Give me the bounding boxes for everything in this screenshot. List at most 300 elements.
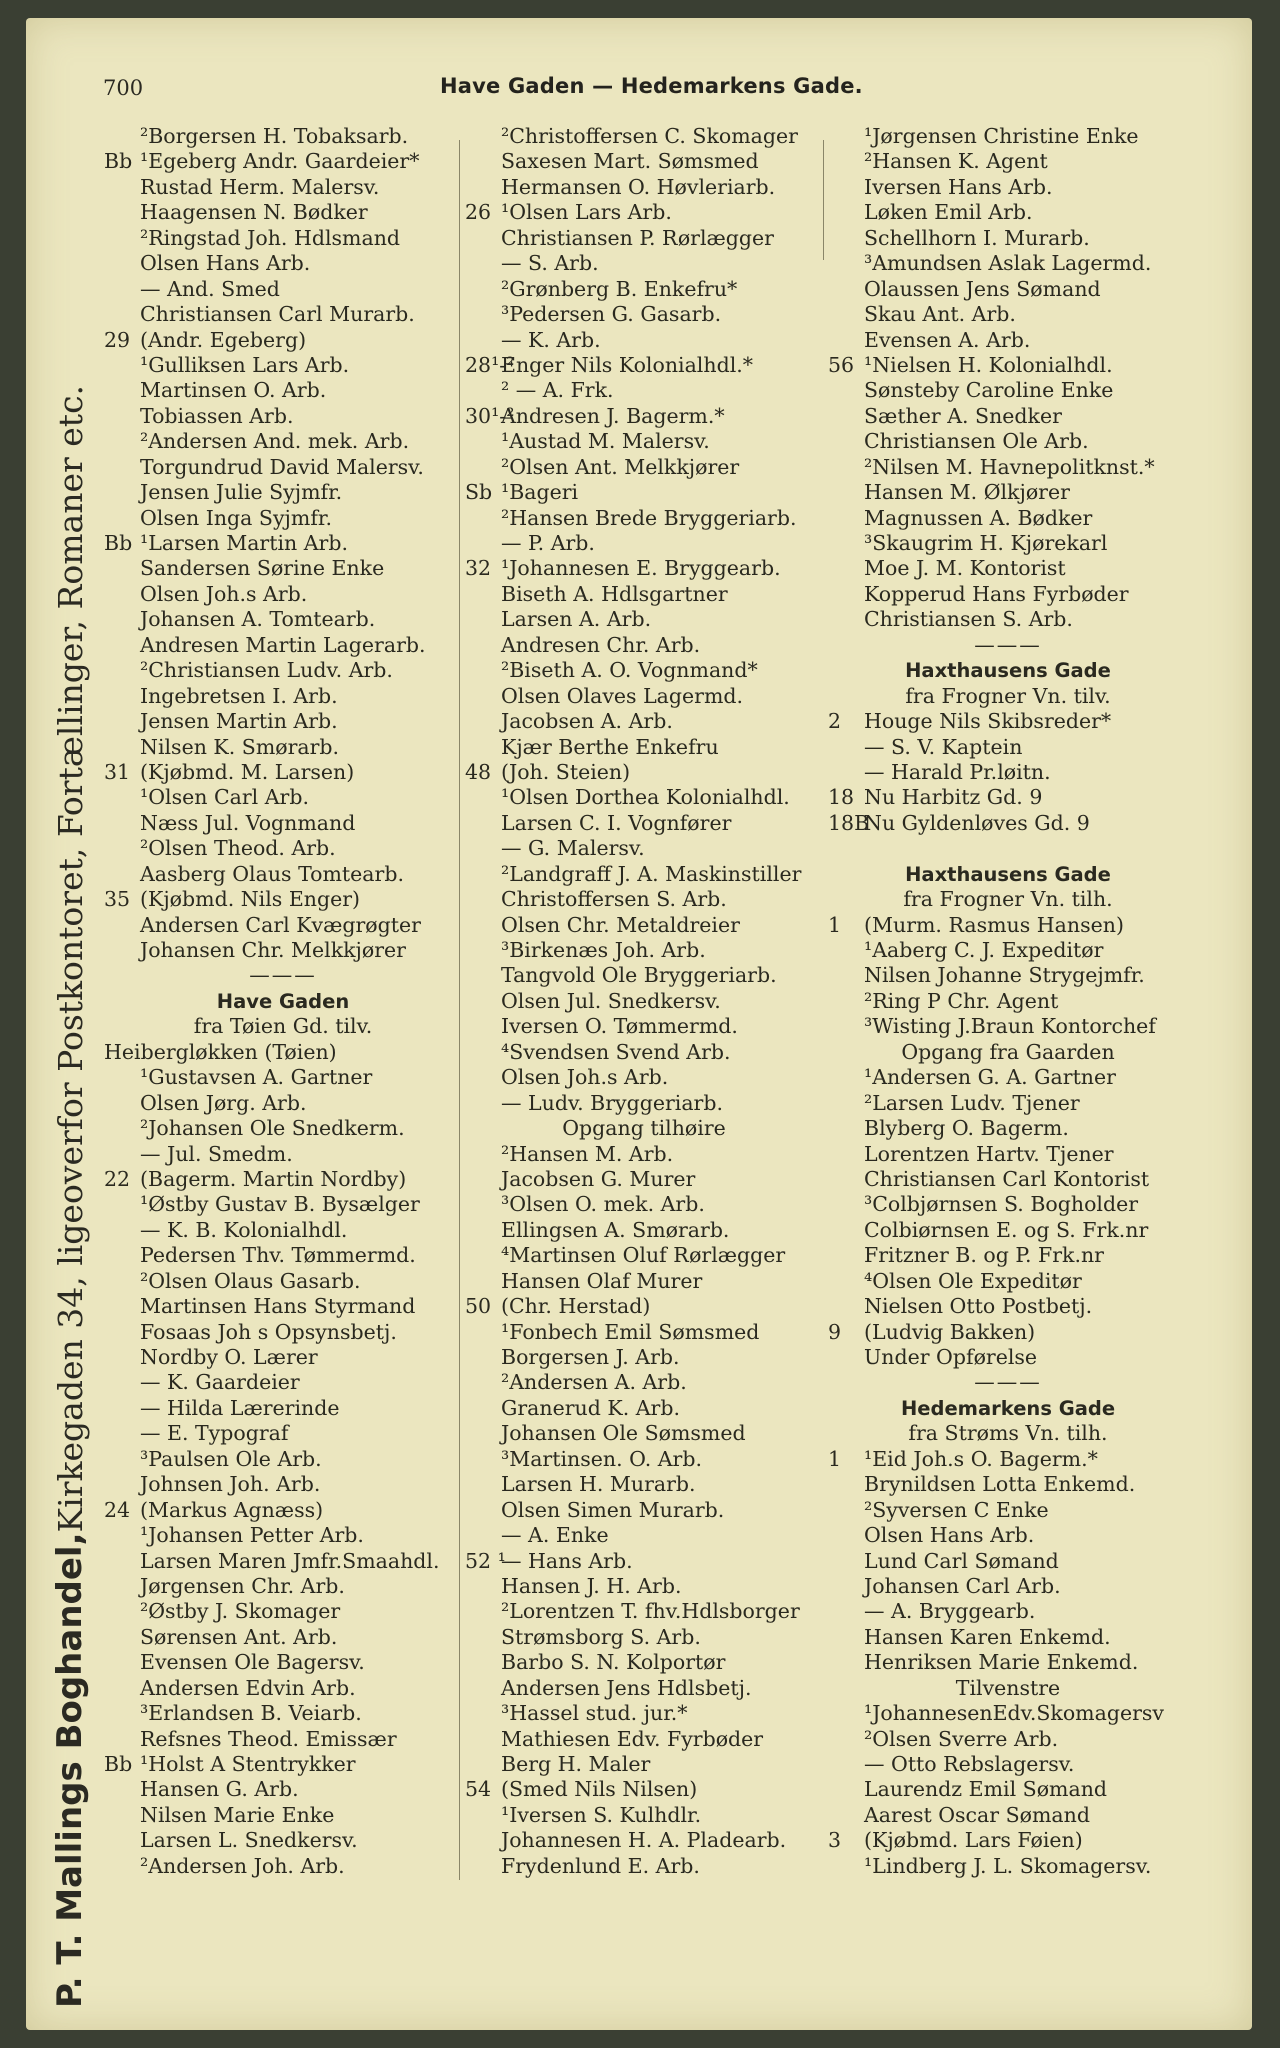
resident-text: Borgersen J. Arb. [501, 1345, 680, 1369]
resident-entry [465, 378, 823, 403]
resident-text: Hermansen O. Høvleriarb. [501, 174, 776, 199]
resident-text: (Smed Nils Nilsen) [501, 1777, 698, 1802]
section-divider [828, 836, 1188, 861]
resident-entry [828, 353, 1188, 378]
resident-text: — A. Bryggearb. [864, 1599, 1036, 1624]
resident-entry [465, 1599, 823, 1624]
column-3 [828, 124, 1188, 1879]
resident-text: — Otto Rebslagersv. [864, 1752, 1075, 1776]
resident-entry [104, 1345, 462, 1370]
resident-text: Martinsen Hans Styrmand [140, 1294, 416, 1319]
resident-text: Larsen Maren Jmfr.Smaahdl. [140, 1548, 440, 1573]
resident-entry [104, 735, 462, 760]
resident-entry [828, 1574, 1188, 1599]
resident-entry [465, 1854, 823, 1879]
resident-entry [465, 582, 823, 607]
resident-entry [828, 989, 1188, 1014]
resident-entry [828, 1599, 1188, 1624]
resident-text: Nielsen Otto Postbetj. [864, 1294, 1093, 1319]
resident-entry [828, 200, 1188, 225]
resident-text: Tobiassen Arb. [140, 403, 294, 428]
resident-text: ²Olsen Sverre Arb. [864, 1726, 1059, 1751]
resident-entry [104, 1269, 462, 1294]
resident-text: Christiansen P. Rørlægger [501, 225, 774, 250]
house-number: Bb [104, 531, 133, 555]
resident-text: — And. Smed [140, 276, 280, 301]
resident-text: (Kjøbmd. Lars Føien) [864, 1828, 1083, 1853]
resident-entry [828, 556, 1188, 581]
resident-text: ²Landgraff J. A. Maskinstiller [501, 861, 802, 886]
resident-entry [104, 404, 462, 429]
resident-text: — P. Arb. [501, 531, 595, 555]
resident-text: Rustad Herm. Malersv. [140, 174, 380, 199]
resident-entry [104, 1116, 462, 1141]
resident-text: — Ludv. Bryggeriarb. [501, 1090, 723, 1115]
resident-entry [104, 1727, 462, 1752]
resident-text: Sørensen Ant. Arb. [140, 1624, 338, 1649]
resident-entry [828, 1777, 1188, 1802]
house-number: 22 [104, 1166, 131, 1191]
resident-text: Haagensen N. Bødker [140, 200, 368, 225]
resident-entry [465, 277, 823, 302]
resident-entry [465, 226, 823, 251]
resident-entry [828, 1142, 1188, 1167]
house-number: 18 [828, 785, 855, 810]
resident-entry [104, 149, 462, 174]
resident-entry [828, 785, 1188, 810]
resident-entry [104, 633, 462, 658]
resident-entry [465, 1421, 823, 1446]
resident-entry [465, 175, 823, 200]
resident-entry [465, 328, 823, 353]
resident-text: Nordby O. Lærer [140, 1345, 318, 1369]
resident-text: Larsen L. Snedkersv. [140, 1828, 358, 1853]
resident-text: Larsen H. Murarb. [501, 1472, 696, 1497]
resident-text: ²Andersen And. mek. Arb. [140, 429, 410, 454]
resident-text: ³Erlandsen B. Veiarb. [140, 1701, 362, 1726]
column-divider [823, 140, 824, 260]
resident-text: Berg H. Maler [501, 1752, 651, 1776]
resident-entry [465, 1167, 823, 1192]
resident-entry [828, 760, 1188, 785]
resident-text: Evensen Ole Bagersv. [140, 1650, 365, 1675]
resident-text: Sæther A. Snedker [864, 403, 1062, 428]
resident-entry [104, 582, 462, 607]
resident-text: Hansen Olaf Murer [501, 1268, 703, 1293]
resident-entry [465, 963, 823, 988]
resident-entry [104, 1549, 462, 1574]
resident-text: ¹Austad M. Malersv. [501, 429, 710, 454]
resident-entry [104, 938, 462, 963]
resident-entry [465, 1091, 823, 1116]
resident-text: (Joh. Steien) [501, 759, 631, 784]
resident-text: Evensen A. Arb. [864, 327, 1031, 352]
resident-text: ²Christiansen Ludv. Arb. [140, 658, 393, 683]
street-heading: Have Gaden [216, 989, 350, 1013]
resident-entry [828, 1091, 1188, 1116]
resident-entry [465, 1676, 823, 1701]
resident-text: ¹Olsen Carl Arb. [140, 785, 309, 810]
resident-entry [828, 455, 1188, 480]
resident-text: ¹Olsen Lars Arb. [501, 200, 672, 225]
resident-text: ²Østby J. Skomager [140, 1599, 341, 1624]
resident-text: ²Ringstad Joh. Hdlsmand [140, 225, 401, 250]
resident-text: Johnsen Joh. Arb. [140, 1472, 321, 1497]
page-number: 700 [103, 76, 144, 100]
resident-entry [828, 1269, 1188, 1294]
house-number: 2 [828, 709, 842, 734]
resident-text: Jørgensen Chr. Arb. [140, 1573, 345, 1598]
resident-text: Johansen Ole Sømsmed [501, 1421, 746, 1446]
resident-entry [828, 1065, 1188, 1090]
resident-text: ²Olsen Theod. Arb. [140, 836, 336, 861]
resident-text: ¹Johannesen E. Bryggearb. [501, 556, 781, 581]
resident-entry [465, 658, 823, 683]
resident-entry [828, 709, 1188, 734]
resident-text: Christoffersen S. Arb. [501, 887, 727, 912]
resident-entry [104, 556, 462, 581]
resident-entry [104, 913, 462, 938]
resident-entry [465, 760, 823, 785]
resident-text: ³Martinsen. O. Arb. [501, 1446, 702, 1471]
house-number: Sb [465, 480, 493, 505]
resident-entry [465, 480, 823, 505]
resident-text: Schellhorn I. Murarb. [864, 225, 1090, 250]
resident-text: Jensen Julie Syjmfr. [140, 480, 343, 505]
resident-text: ²Johansen Ole Snedkerm. [140, 1116, 405, 1141]
resident-text: ²Olsen Ant. Melkkjører [501, 454, 740, 479]
resident-text: Johansen A. Tomtearb. [140, 607, 376, 632]
resident-text: Nu Harbitz Gd. 9 [864, 785, 1043, 810]
resident-text: Olsen Joh.s Arb. [501, 1065, 669, 1090]
resident-entry [828, 1447, 1188, 1472]
street-heading: Haxthausens Gade [905, 659, 1111, 683]
resident-entry [465, 1447, 823, 1472]
resident-text: ² — A. Frk. [501, 378, 614, 403]
resident-entry [104, 124, 462, 149]
resident-entry [828, 175, 1188, 200]
resident-entry [828, 1498, 1188, 1523]
resident-entry [104, 1192, 462, 1217]
resident-text: Refsnes Theod. Emissær [140, 1726, 397, 1751]
resident-entry [828, 480, 1188, 505]
resident-entry [828, 1167, 1188, 1192]
resident-text: Tangvold Ole Bryggeriarb. [501, 963, 777, 988]
resident-text: ³Amundsen Aslak Lagermd. [864, 251, 1152, 276]
resident-entry [828, 149, 1188, 174]
resident-text: — K. B. Kolonialhdl. [140, 1217, 348, 1242]
resident-entry [104, 1472, 462, 1497]
resident-entry [828, 1523, 1188, 1548]
resident-entry [104, 455, 462, 480]
resident-text: ²Hansen Brede Bryggeriarb. [501, 505, 797, 530]
resident-entry [104, 277, 462, 302]
house-number: 9 [828, 1319, 842, 1344]
resident-text: Nu Gyldenløves Gd. 9 [864, 810, 1090, 835]
resident-text: Magnussen A. Bødker [864, 505, 1093, 530]
resident-text: ³Olsen O. mek. Arb. [501, 1192, 705, 1217]
house-number: 3 [828, 1828, 842, 1853]
resident-entry [465, 811, 823, 836]
resident-entry [465, 1040, 823, 1065]
resident-text: Saxesen Mart. Sømsmed [501, 149, 759, 174]
street-direction-note: Opgang tilhøire [562, 1116, 726, 1141]
resident-text: ²Hansen K. Agent [864, 149, 1048, 174]
resident-text: Johansen Carl Arb. [864, 1573, 1061, 1598]
house-number: 30¹-² [465, 403, 515, 428]
house-number: 1 [828, 912, 842, 937]
resident-text: Frydenlund E. Arb. [501, 1853, 700, 1878]
resident-entry [465, 862, 823, 887]
section-divider: ——— [974, 1370, 1042, 1395]
resident-text: Larsen A. Arb. [501, 607, 652, 632]
resident-entry [104, 1828, 462, 1853]
resident-entry [828, 1218, 1188, 1243]
street-direction-note: fra Strøms Vn. tilh. [908, 1421, 1108, 1446]
resident-text: ⁴Martinsen Oluf Rørlægger [501, 1243, 786, 1268]
resident-entry [465, 1345, 823, 1370]
resident-text: Olsen Hans Arb. [140, 251, 311, 276]
house-number: 28¹-² [465, 352, 515, 377]
resident-text: Andersen Carl Kvægrøgter [140, 912, 421, 937]
house-number: 26 [465, 200, 492, 225]
resident-entry [104, 811, 462, 836]
resident-text: Ingebretsen I. Arb. [140, 683, 338, 708]
resident-text: Pedersen Thv. Tømmermd. [140, 1243, 416, 1268]
resident-entry [465, 404, 823, 429]
resident-entry [104, 836, 462, 861]
resident-entry [104, 1498, 462, 1523]
resident-entry [828, 251, 1188, 276]
resident-entry [828, 1472, 1188, 1497]
resident-text: Olsen Olaves Lagermd. [501, 683, 744, 708]
resident-entry [828, 1854, 1188, 1879]
resident-text: Fosaas Joh s Opsynsbetj. [140, 1319, 397, 1344]
resident-text: Andresen Martin Lagerarb. [140, 632, 426, 657]
resident-text: Næss Jul. Vognmand [140, 810, 356, 835]
resident-entry [104, 607, 462, 632]
resident-text: Olsen Hans Arb. [864, 1523, 1035, 1548]
side-ad-text: Kirkegaden 34, ligeoverfor Postkontoret, Fortællinger, Romaner etc. [50, 384, 90, 1533]
resident-entry [465, 607, 823, 632]
resident-entry [465, 785, 823, 810]
resident-entry [828, 811, 1188, 836]
resident-entry [465, 633, 823, 658]
resident-text: ¹Aaberg C. J. Expeditør [864, 938, 1104, 962]
resident-text: ¹Gulliksen Lars Arb. [140, 352, 350, 377]
resident-entry [104, 1625, 462, 1650]
resident-entry [465, 989, 823, 1014]
resident-entry [104, 1523, 462, 1548]
resident-text: Jacobsen G. Murer [501, 1166, 696, 1191]
resident-text: ¹Østby Gustav B. Bysælger [140, 1192, 420, 1217]
resident-entry [828, 226, 1188, 251]
resident-entry [104, 1574, 462, 1599]
side-ad-bookshop-name: P. T. Mallings Boghandel, [50, 1532, 90, 2008]
resident-text: Martinsen O. Arb. [140, 378, 327, 403]
resident-text: — K. Arb. [501, 327, 601, 352]
resident-entry [465, 1701, 823, 1726]
resident-entry [828, 582, 1188, 607]
resident-entry [104, 200, 462, 225]
resident-text: Skau Ant. Arb. [864, 302, 1016, 327]
resident-text: Hansen Karen Enkemd. [864, 1624, 1111, 1649]
resident-entry [104, 1854, 462, 1879]
resident-entry [104, 429, 462, 454]
resident-text: Christiansen Carl Kontorist [864, 1166, 1150, 1191]
resident-text: Nilsen Johanne Strygejmfr. [864, 963, 1145, 988]
resident-entry [104, 353, 462, 378]
resident-entry [104, 684, 462, 709]
resident-entry [828, 531, 1188, 556]
resident-text: Jacobsen A. Arb. [501, 709, 673, 734]
resident-entry [465, 1828, 823, 1853]
resident-text: Lund Carl Sømand [864, 1548, 1059, 1573]
resident-entry [104, 1803, 462, 1828]
resident-entry [104, 378, 462, 403]
house-number: Bb [104, 149, 133, 174]
resident-text: Granerud K. Arb. [501, 1395, 680, 1420]
resident-entry [104, 1167, 462, 1192]
resident-text: ²Borgersen H. Tobaksarb. [140, 124, 409, 148]
resident-entry [828, 1116, 1188, 1141]
house-number: 24 [104, 1497, 131, 1522]
resident-entry [104, 1065, 462, 1090]
resident-text: ³Skaugrim H. Kjørekarl [864, 531, 1108, 555]
house-number: Bb [104, 1752, 133, 1776]
resident-entry [104, 709, 462, 734]
resident-entry [828, 963, 1188, 988]
resident-entry [104, 1599, 462, 1624]
resident-text: ²Syversen C Enke [864, 1497, 1049, 1522]
resident-entry [104, 1243, 462, 1268]
resident-text: Aarest Oscar Sømand [864, 1802, 1090, 1827]
resident-entry [465, 1294, 823, 1319]
resident-entry [828, 1192, 1188, 1217]
resident-entry [828, 913, 1188, 938]
resident-text: Biseth A. Hdlsgartner [501, 581, 728, 606]
resident-entry [828, 1650, 1188, 1675]
resident-entry [465, 251, 823, 276]
resident-entry [104, 1294, 462, 1319]
resident-text: ²Lorentzen T. fhv.Hdlsborger [501, 1599, 800, 1624]
resident-entry [104, 302, 462, 327]
resident-entry [465, 124, 823, 149]
resident-entry [104, 175, 462, 200]
resident-entry [828, 429, 1188, 454]
resident-text: Løken Emil Arb. [864, 200, 1033, 225]
resident-text: ³Paulsen Ole Arb. [140, 1446, 322, 1471]
resident-entry [828, 328, 1188, 353]
resident-text: ²Hansen M. Arb. [501, 1141, 674, 1166]
resident-text: Andersen Edvin Arb. [140, 1675, 356, 1700]
resident-entry [465, 1752, 823, 1777]
resident-entry [104, 1752, 462, 1777]
resident-text: ¹Olsen Dorthea Kolonialhdl. [501, 785, 790, 810]
resident-entry [465, 1625, 823, 1650]
resident-entry [828, 1701, 1188, 1726]
resident-text: ¹Iversen S. Kulhdlr. [501, 1802, 702, 1827]
resident-text: Christiansen Ole Arb. [864, 429, 1089, 454]
street-heading: Hedemarkens Gade [900, 1396, 1116, 1420]
street-direction-note: fra Frogner Vn. tilv. [905, 683, 1111, 708]
street-direction-note: fra Tøien Gd. tilv. [193, 1014, 373, 1039]
resident-entry [104, 1370, 462, 1395]
resident-text: (Kjøbmd. Nils Enger) [140, 887, 361, 912]
house-number: 54 [465, 1777, 492, 1802]
street-direction-note: Opgang fra Gaarden [901, 1039, 1115, 1064]
property-name-line: Heibergløkken (Tøien) [104, 1039, 337, 1064]
house-number: 31 [104, 759, 131, 784]
resident-text: Christiansen S. Arb. [864, 607, 1073, 632]
resident-text: Olaussen Jens Sømand [864, 276, 1101, 301]
resident-text: ²Andersen A. Arb. [501, 1370, 687, 1395]
resident-text: Sandersen Sørine Enke [140, 556, 385, 581]
resident-entry [828, 735, 1188, 760]
resident-text: Strømsborg S. Arb. [501, 1624, 701, 1649]
house-number: 1 [828, 1446, 842, 1471]
resident-text: ¹Holst A Stentrykker [140, 1752, 356, 1776]
resident-entry [104, 1777, 462, 1802]
resident-text: Fritzner B. og P. Frk.nr [864, 1243, 1104, 1268]
resident-entry [465, 200, 823, 225]
resident-text: Blyberg O. Bagerm. [864, 1116, 1069, 1141]
resident-text: Olsen Joh.s Arb. [140, 581, 308, 606]
resident-entry [465, 531, 823, 556]
resident-entry [828, 1803, 1188, 1828]
resident-entry [828, 124, 1188, 149]
resident-text: ³Pedersen G. Gasarb. [501, 302, 722, 327]
resident-text: ²Andersen Joh. Arb. [140, 1853, 345, 1878]
resident-entry [828, 1727, 1188, 1752]
resident-entry [828, 378, 1188, 403]
resident-entry [465, 455, 823, 480]
resident-text: Henriksen Marie Enkemd. [864, 1650, 1139, 1675]
resident-entry [465, 1777, 823, 1802]
resident-text: — S. V. Kaptein [864, 734, 1023, 759]
resident-entry [104, 480, 462, 505]
resident-entry [104, 1142, 462, 1167]
section-divider: ——— [974, 632, 1042, 657]
resident-entry [828, 607, 1188, 632]
house-number: 56 [828, 352, 855, 377]
resident-entry [828, 1549, 1188, 1574]
resident-entry [828, 1320, 1188, 1345]
resident-entry [104, 862, 462, 887]
resident-text: — E. Typograf [140, 1421, 289, 1446]
resident-text: (Kjøbmd. M. Larsen) [140, 759, 355, 784]
resident-text: ²Olsen Olaus Gasarb. [140, 1268, 361, 1293]
resident-text: ¹Gustavsen A. Gartner [140, 1065, 373, 1090]
resident-entry [104, 1091, 462, 1116]
resident-text: Nilsen Marie Enke [140, 1802, 335, 1827]
resident-text: Lorentzen Hartv. Tjener [864, 1141, 1114, 1166]
resident-text: Larsen C. I. Vognfører [501, 810, 732, 835]
resident-text: ¹Eid Joh.s O. Bagerm.* [864, 1446, 1098, 1471]
resident-text: — Hans Arb. [501, 1548, 633, 1573]
house-number: 32 [465, 556, 492, 581]
resident-entry [104, 1421, 462, 1446]
resident-entry [465, 149, 823, 174]
resident-text: ³Colbjørnsen S. Bogholder [864, 1192, 1139, 1217]
resident-text: ²Ring P Chr. Agent [864, 988, 1059, 1013]
running-head-title: Have Gaden — Hedemarkens Gade. [440, 74, 863, 98]
resident-text: ⁴Svendsen Svend Arb. [501, 1039, 731, 1064]
resident-entry [465, 1803, 823, 1828]
resident-entry [465, 1065, 823, 1090]
resident-entry [465, 887, 823, 912]
resident-text: Ellingsen A. Smørarb. [501, 1217, 730, 1242]
